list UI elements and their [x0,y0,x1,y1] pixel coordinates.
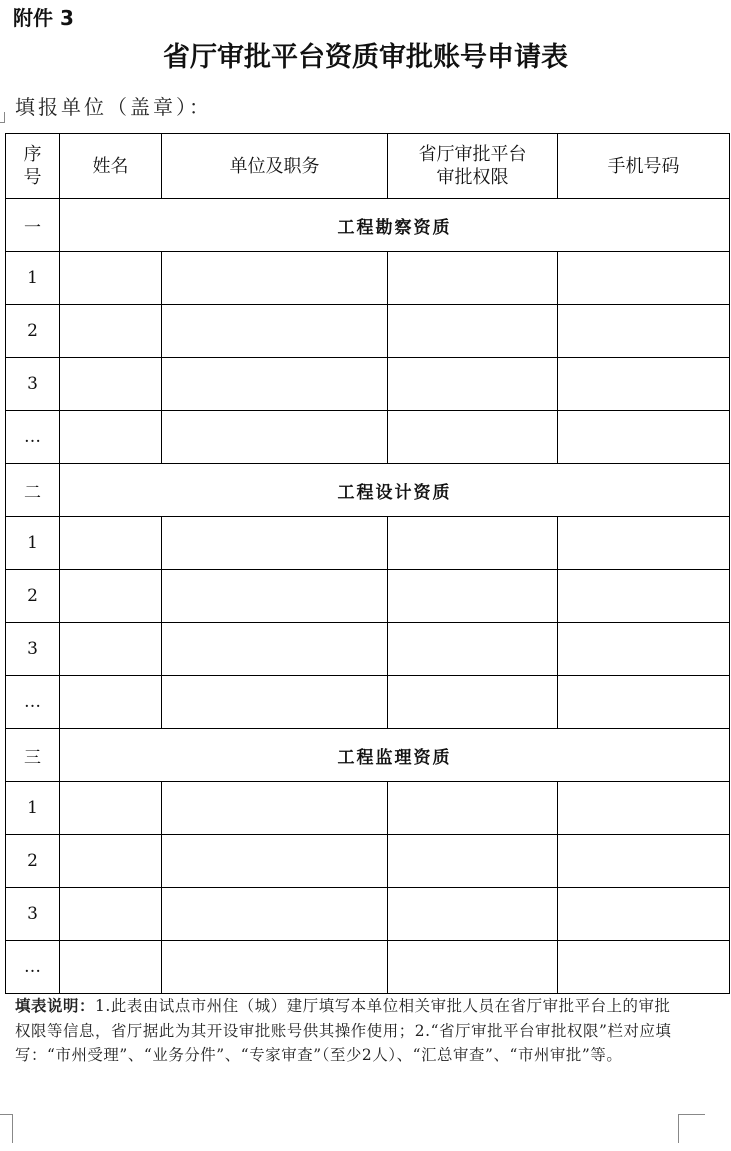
permission-cell[interactable] [388,570,558,623]
permission-cell[interactable] [388,517,558,570]
table-row [6,358,730,411]
row-seq: … [6,411,60,464]
unit-position-cell[interactable] [162,358,388,411]
fill-instructions [15,994,683,1068]
table-row [6,676,730,729]
unit-position-cell[interactable] [162,941,388,994]
header-permission-line-2: 审批权限 [436,167,509,188]
crop-mark-top-left [0,112,5,123]
unit-position-cell[interactable] [162,570,388,623]
section-title: 工程设计资质 [60,464,730,517]
name-cell[interactable] [60,835,162,888]
phone-cell[interactable] [558,358,730,411]
header-seq-line-1: 序 [23,144,42,165]
unit-position-cell[interactable] [162,252,388,305]
name-cell[interactable] [60,358,162,411]
permission-cell[interactable] [388,623,558,676]
header-permission-line-1: 省厅审批平台 [418,144,527,165]
permission-cell[interactable] [388,252,558,305]
row-seq: 2 [6,305,60,358]
name-cell[interactable] [60,411,162,464]
name-cell[interactable] [60,305,162,358]
phone-cell[interactable] [558,888,730,941]
row-seq: 3 [6,623,60,676]
section-row [6,464,730,517]
crop-mark-bottom-right [678,1114,705,1143]
crop-mark-bottom-left [0,1114,13,1143]
name-cell[interactable] [60,623,162,676]
attachment-label: 附件 3 [13,6,74,30]
unit-position-cell[interactable] [162,888,388,941]
table-row [6,782,730,835]
unit-position-cell[interactable] [162,623,388,676]
table-header-row [6,134,730,199]
header-phone: 手机号码 [558,134,730,199]
row-seq: 3 [6,888,60,941]
unit-position-cell[interactable] [162,676,388,729]
header-permission [388,134,558,199]
fill-instructions-label: 填表说明： [15,997,95,1015]
section-title: 工程勘察资质 [60,199,730,252]
phone-cell[interactable] [558,623,730,676]
row-seq: 2 [6,835,60,888]
permission-cell[interactable] [388,835,558,888]
header-unit-position: 单位及职务 [162,134,388,199]
row-seq: 3 [6,358,60,411]
permission-cell[interactable] [388,782,558,835]
phone-cell[interactable] [558,305,730,358]
table-row [6,305,730,358]
permission-cell[interactable] [388,305,558,358]
phone-cell[interactable] [558,411,730,464]
name-cell[interactable] [60,782,162,835]
permission-cell[interactable] [388,888,558,941]
unit-position-cell[interactable] [162,835,388,888]
unit-position-cell[interactable] [162,782,388,835]
phone-cell[interactable] [558,570,730,623]
section-index: 三 [6,729,60,782]
name-cell[interactable] [60,517,162,570]
document-title: 省厅审批平台资质审批账号申请表 [163,42,568,73]
table-row [6,252,730,305]
name-cell[interactable] [60,570,162,623]
table-row [6,623,730,676]
name-cell[interactable] [60,676,162,729]
phone-cell[interactable] [558,517,730,570]
row-seq: 1 [6,782,60,835]
table-row [6,517,730,570]
filler-unit-label: 填报单位（盖章）： [15,95,212,119]
phone-cell[interactable] [558,835,730,888]
fill-instructions-text: 1.此表由试点市州住（城）建厅填写本单位相关审批人员在省厅审批平台上的审批权限等信息，省厅据此为其开设审批账号供其操作使用；2.“省厅审批平台审批权限”栏对应填写：“市州受理”、“业务分件”、“专家审查”（至少2人）、“汇总审查”、“市州审批”等。 [15,997,672,1064]
phone-cell[interactable] [558,782,730,835]
section-index: 一 [6,199,60,252]
table-row [6,411,730,464]
table-row [6,941,730,994]
permission-cell[interactable] [388,411,558,464]
unit-position-cell[interactable] [162,305,388,358]
phone-cell[interactable] [558,941,730,994]
table-row [6,835,730,888]
name-cell[interactable] [60,888,162,941]
section-index: 二 [6,464,60,517]
table-row [6,888,730,941]
header-name: 姓名 [60,134,162,199]
phone-cell[interactable] [558,676,730,729]
permission-cell[interactable] [388,941,558,994]
header-seq [6,134,60,199]
row-seq: … [6,676,60,729]
row-seq: 1 [6,517,60,570]
section-row [6,199,730,252]
phone-cell[interactable] [558,252,730,305]
unit-position-cell[interactable] [162,517,388,570]
row-seq: 2 [6,570,60,623]
row-seq: … [6,941,60,994]
name-cell[interactable] [60,941,162,994]
permission-cell[interactable] [388,676,558,729]
application-table [5,133,730,994]
section-title: 工程监理资质 [60,729,730,782]
permission-cell[interactable] [388,358,558,411]
row-seq: 1 [6,252,60,305]
section-row [6,729,730,782]
name-cell[interactable] [60,252,162,305]
table-row [6,570,730,623]
header-seq-line-2: 号 [23,167,42,188]
unit-position-cell[interactable] [162,411,388,464]
